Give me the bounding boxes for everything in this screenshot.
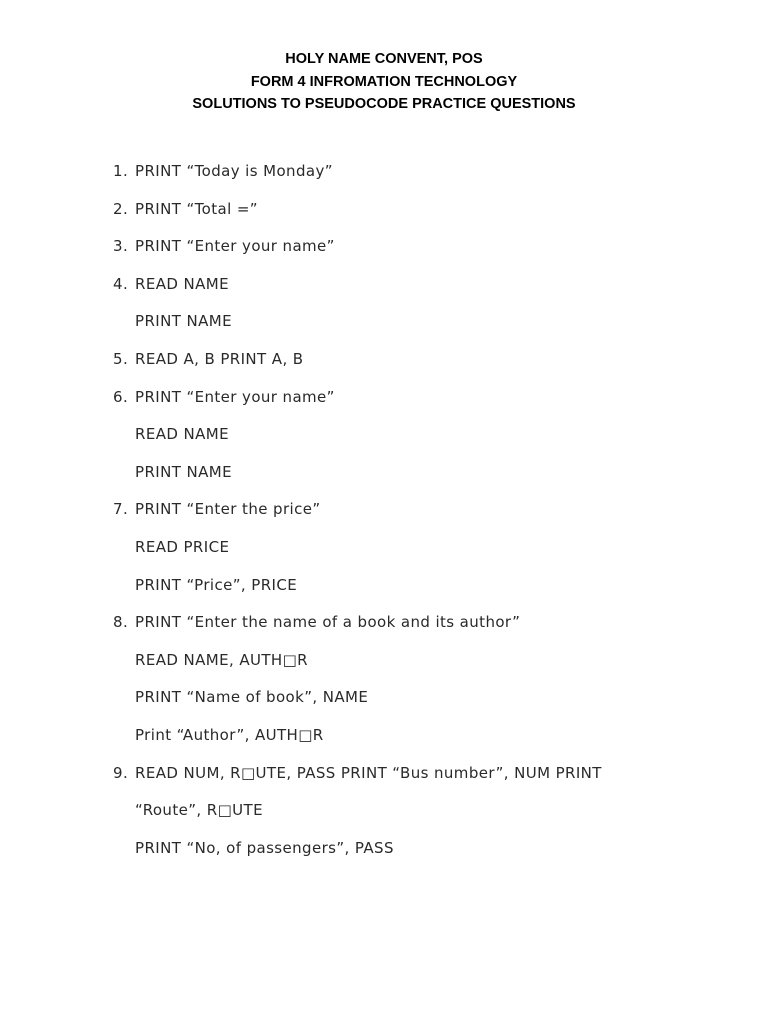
pseudocode-text: PRINT NAME <box>135 312 232 331</box>
pseudocode-text: PRINT “Today is Monday” <box>135 162 333 180</box>
solution-line <box>113 231 733 269</box>
pseudocode-text: READ NAME <box>135 425 229 444</box>
pseudocode-text: PRINT “Enter the name of a book and its author” <box>135 613 521 632</box>
solution-line <box>113 382 733 420</box>
pseudocode-text: READ PRICE <box>135 537 230 556</box>
document-header <box>0 48 768 116</box>
solution-line <box>113 306 733 344</box>
solution-line <box>113 570 733 608</box>
solution-line <box>113 795 733 833</box>
solution-line <box>113 194 733 232</box>
question-number: 1. <box>113 162 129 180</box>
question-number: 5. <box>113 349 129 368</box>
pseudocode-text: READ NAME <box>135 274 229 293</box>
question-number: 3. <box>113 237 129 256</box>
question-number: 2. <box>113 199 129 218</box>
pseudocode-text: PRINT “Enter the price” <box>135 500 321 519</box>
question-number: 4. <box>113 274 129 293</box>
solution-line <box>113 720 733 758</box>
solution-line <box>113 833 733 871</box>
pseudocode-text: READ A, B PRINT A, B <box>135 349 304 368</box>
pseudocode-text: PRINT “Enter your name” <box>135 387 335 406</box>
solution-line <box>113 156 733 194</box>
solution-line <box>113 532 733 570</box>
school-name: HOLY NAME CONVENT, POS <box>285 51 483 67</box>
pseudocode-text: PRINT NAME <box>135 462 232 481</box>
question-number: 7. <box>113 500 129 519</box>
pseudocode-text: Print “Author”, AUTH□R <box>135 725 324 744</box>
solution-line <box>113 645 733 683</box>
pseudocode-text: READ NUM, R□UTE, PASS PRINT “Bus number”, NUM PRINT <box>135 763 602 782</box>
solution-line <box>113 607 733 645</box>
pseudocode-text: PRINT “Name of book”, NAME <box>135 688 369 707</box>
solution-line <box>113 494 733 532</box>
question-number: 9. <box>113 763 129 782</box>
pseudocode-solutions-list <box>113 156 733 870</box>
pseudocode-text: “Route”, R□UTE <box>135 801 263 820</box>
solution-line <box>113 457 733 495</box>
pseudocode-text: PRINT “Total =” <box>135 199 258 218</box>
pseudocode-text: PRINT “Enter your name” <box>135 237 335 256</box>
question-number: 8. <box>113 613 129 632</box>
course-title: FORM 4 INFROMATION TECHNOLOGY <box>250 73 518 90</box>
solution-line <box>113 269 733 307</box>
document-title: SOLUTIONS TO PSEUDOCODE PRACTICE QUESTIONS <box>192 96 576 112</box>
pseudocode-text: PRINT “No, of passengers”, PASS <box>135 838 394 857</box>
solution-line <box>113 344 733 382</box>
pseudocode-text: PRINT “Price”, PRICE <box>135 575 298 594</box>
solution-line <box>113 419 733 457</box>
question-number: 6. <box>113 387 129 406</box>
pseudocode-text: READ NAME, AUTH□R <box>135 650 308 669</box>
solution-line <box>113 758 733 796</box>
solution-line <box>113 682 733 720</box>
